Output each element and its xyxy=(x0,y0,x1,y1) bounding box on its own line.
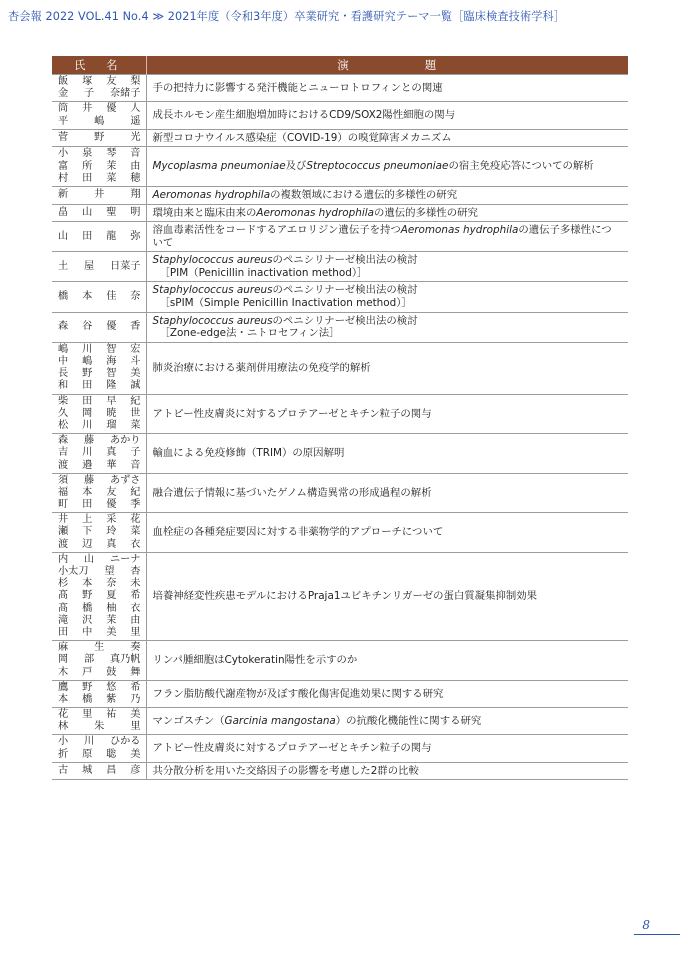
student-name: 土 屋 日菜子 xyxy=(58,260,141,272)
research-title: 溶血毒素活性をコードするアエロリジン遺伝子を持つAeromonas hydrophilaの遺伝子多様性について xyxy=(152,224,612,249)
table-row xyxy=(52,680,628,707)
research-title: 共分散分析を用いた交絡因子の影響を考慮した2群の比較 xyxy=(152,764,419,777)
title-column-header: 演 題 xyxy=(146,56,628,75)
names-header-label-2: 名 xyxy=(106,58,119,72)
table-row xyxy=(52,641,628,681)
research-title: Staphylococcus aureusのペニシリナーゼ検出法の検討 xyxy=(152,284,418,297)
page-header: 杏会報 2022 VOL.41 No.4 ≫ 2021年度（令和3年度）卒業研究・看護研究テーマ一覧［臨床検査技術学科］ xyxy=(8,10,566,23)
student-name: 渡 辺 真 衣 xyxy=(58,538,141,550)
research-subtitle: ［PIM（Penicillin inactivation method）］ xyxy=(159,266,368,279)
student-names-cell xyxy=(52,147,146,187)
research-title: Staphylococcus aureusのペニシリナーゼ検出法の検討 xyxy=(152,314,418,327)
research-title: Mycoplasma pneumoniae及びStreptococcus pneumoniaeの宿主免疫応答についての解析 xyxy=(152,160,594,173)
research-title-cell xyxy=(146,282,628,312)
research-subtitle: ［sPIM（Simple Penicillin Inactivation method）］ xyxy=(159,297,412,310)
student-name: 町 田 優 季 xyxy=(58,499,141,511)
student-names-cell xyxy=(52,473,146,513)
student-name: 岡 部 真乃帆 xyxy=(58,654,141,666)
research-title: アトピー性皮膚炎に対するプロテアーゼとキチン粒子の関与 xyxy=(152,407,432,420)
research-title-cell xyxy=(146,312,628,342)
student-name: 折 原 聡 美 xyxy=(58,748,141,760)
student-name: 金 子 奈緒子 xyxy=(58,88,141,100)
table-row xyxy=(52,513,628,553)
research-title: 手の把持力に影響する発汗機能とニューロトロフィンとの関連 xyxy=(152,81,443,94)
student-names-cell xyxy=(52,204,146,222)
research-title-cell xyxy=(146,204,628,222)
student-name: 新 井 翔 xyxy=(58,189,141,201)
student-name: 髙 野 夏 希 xyxy=(58,590,141,602)
student-names-cell xyxy=(52,102,146,129)
table-row xyxy=(52,708,628,735)
student-name: 筒 井 優 人 xyxy=(58,103,141,115)
student-names-cell xyxy=(52,708,146,735)
research-title-cell xyxy=(146,680,628,707)
student-name: 柴 田 早 紀 xyxy=(58,395,141,407)
research-title-cell xyxy=(146,473,628,513)
student-name: 小 川 ひかる xyxy=(58,736,141,748)
research-title-cell xyxy=(146,129,628,147)
research-title: 肺炎治療における薬剤併用療法の免疫学的解析 xyxy=(152,361,371,374)
student-name: 髙 橋 柚 衣 xyxy=(58,602,141,614)
table-row xyxy=(52,75,628,102)
student-name: 小 泉 琴 音 xyxy=(58,148,141,160)
research-title-cell xyxy=(146,342,628,394)
table-row xyxy=(52,252,628,282)
student-names-cell xyxy=(52,641,146,681)
student-name: 吉 川 真 子 xyxy=(58,447,141,459)
research-subtitle: ［Zone-edge法・ニトロセフィン法］ xyxy=(159,327,340,340)
table-header-row xyxy=(52,56,628,75)
student-name: 長 野 智 美 xyxy=(58,368,141,380)
research-title-cell xyxy=(146,394,628,434)
student-name: 瀬 下 玲 菜 xyxy=(58,526,141,538)
research-title: 融合遺伝子情報に基づいたゲノム構造異常の形成過程の解析 xyxy=(152,486,432,499)
student-names-cell xyxy=(52,222,146,252)
research-title-cell xyxy=(146,75,628,102)
student-name: 田 中 美 里 xyxy=(58,626,141,638)
student-names-cell xyxy=(52,252,146,282)
table-row xyxy=(52,222,628,252)
student-name: 本 橋 紫 乃 xyxy=(58,693,141,705)
research-title-cell xyxy=(146,735,628,762)
student-name: 古 城 昌 彦 xyxy=(58,765,141,777)
student-name: 渡 邉 華 音 xyxy=(58,459,141,471)
table-row xyxy=(52,342,628,394)
table-row xyxy=(52,282,628,312)
table-row xyxy=(52,762,628,780)
research-title: 血栓症の各種発症要因に対する非薬物学的アプローチについて xyxy=(152,526,444,539)
student-name: 畠 山 聖 明 xyxy=(58,206,141,218)
research-title: フラン脂肪酸代謝産物が及ぼす酸化傷害促進効果に関する研究 xyxy=(152,687,444,700)
footer-rule xyxy=(634,934,680,935)
student-name: 滝 沢 茉 由 xyxy=(58,614,141,626)
student-name: 久 岡 暁 世 xyxy=(58,407,141,419)
research-title-cell xyxy=(146,252,628,282)
student-name: 森 藤 あかり xyxy=(58,435,141,447)
student-name: 麻 生 奏 xyxy=(58,642,141,654)
student-name: 松 川 瑠 菜 xyxy=(58,419,141,431)
student-name: 花 里 祐 美 xyxy=(58,709,141,721)
research-title-cell xyxy=(146,186,628,204)
student-name: 菅 野 光 xyxy=(58,131,141,143)
table-row xyxy=(52,552,628,640)
student-names-cell xyxy=(52,513,146,553)
student-name: 杉 本 奈 未 xyxy=(58,578,141,590)
table-row xyxy=(52,129,628,147)
research-theme-table xyxy=(52,56,628,780)
names-header-label-1: 氏 xyxy=(74,58,87,72)
research-title: 新型コロナウイルス感染症（COVID-19）の嗅覚障害メカニズム xyxy=(152,131,452,144)
table-row xyxy=(52,312,628,342)
student-name: 福 本 友 紀 xyxy=(58,486,141,498)
research-title: マンゴスチン（Garcinia mangostana）の抗酸化機能性に関する研究 xyxy=(152,714,482,727)
table-row xyxy=(52,102,628,129)
research-title: 環境由来と臨床由来のAeromonas hydrophilaの遺伝的多様性の研究 xyxy=(152,206,478,219)
student-name: 木 戸 鼓 舞 xyxy=(58,666,141,678)
research-title-cell xyxy=(146,222,628,252)
research-title: 成長ホルモン産生細胞増加時におけるCD9/SOX2陽性細胞の関与 xyxy=(152,109,456,122)
student-name: 内 山 ニーナ xyxy=(58,553,141,565)
student-names-cell xyxy=(52,434,146,474)
student-names-cell xyxy=(52,75,146,102)
student-name: 鷹 野 悠 希 xyxy=(58,681,141,693)
student-names-cell xyxy=(52,129,146,147)
table-row xyxy=(52,473,628,513)
research-title-cell xyxy=(146,762,628,780)
student-names-cell xyxy=(52,735,146,762)
research-title: リンパ腫細胞はCytokeratin陽性を示すのか xyxy=(152,654,358,667)
student-name: 和 田 隆 誠 xyxy=(58,380,141,392)
names-column-header xyxy=(52,56,146,75)
table-row xyxy=(52,204,628,222)
research-title: 培養神経変性疾患モデルにおけるPraja1ユビキチンリガーゼの蛋白質凝集抑制効果 xyxy=(152,590,538,603)
research-title: 輸血による免疫修飾（TRIM）の原因解明 xyxy=(152,447,345,460)
student-names-cell xyxy=(52,282,146,312)
research-title-cell xyxy=(146,641,628,681)
student-name: 中 嶋 海 斗 xyxy=(58,356,141,368)
student-name: 飯 塚 友 梨 xyxy=(58,76,141,87)
student-name: 富 所 茉 由 xyxy=(58,160,141,172)
table-row xyxy=(52,147,628,187)
table-row xyxy=(52,434,628,474)
student-names-cell xyxy=(52,680,146,707)
research-title: Aeromonas hydrophilaの複数領域における遺伝的多様性の研究 xyxy=(152,188,458,201)
research-title: アトピー性皮膚炎に対するプロテアーゼとキチン粒子の関与 xyxy=(152,742,432,755)
student-name: 井 上 采 花 xyxy=(58,514,141,526)
student-names-cell xyxy=(52,552,146,640)
table-row xyxy=(52,186,628,204)
student-name: 橋 本 佳 奈 xyxy=(58,290,141,302)
student-names-cell xyxy=(52,186,146,204)
research-title-cell xyxy=(146,513,628,553)
student-names-cell xyxy=(52,312,146,342)
student-name: 小太刀 望 杏 xyxy=(58,566,141,578)
student-names-cell xyxy=(52,342,146,394)
student-name: 嶋 川 智 宏 xyxy=(58,343,141,355)
research-title-cell xyxy=(146,147,628,187)
student-name: 須 藤 あずさ xyxy=(58,474,141,486)
table-body xyxy=(52,75,628,780)
student-names-cell xyxy=(52,394,146,434)
research-title-cell xyxy=(146,102,628,129)
page-number: 8 xyxy=(642,918,650,932)
student-name: 平 嶋 遥 xyxy=(58,115,141,127)
table-row xyxy=(52,735,628,762)
research-title: Staphylococcus aureusのペニシリナーゼ検出法の検討 xyxy=(152,254,418,267)
research-title-cell xyxy=(146,552,628,640)
student-names-cell xyxy=(52,762,146,780)
research-title-cell xyxy=(146,434,628,474)
table-row xyxy=(52,394,628,434)
student-name: 森 谷 優 香 xyxy=(58,321,141,333)
research-title-cell xyxy=(146,708,628,735)
student-name: 山 田 龍 弥 xyxy=(58,230,141,242)
student-name: 林 朱 里 xyxy=(58,721,141,733)
student-name: 村 田 菜 穂 xyxy=(58,172,141,184)
